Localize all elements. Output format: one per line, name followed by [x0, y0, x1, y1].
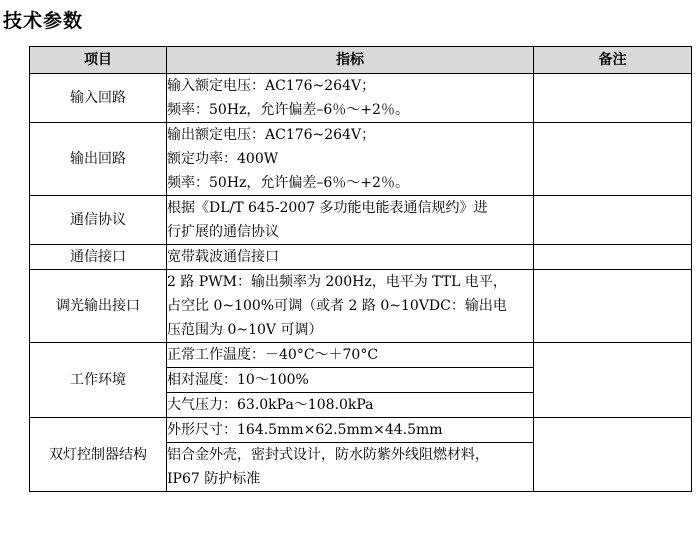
header-row [30, 47, 692, 74]
item-cell: 输入回路 [30, 74, 167, 123]
spec-line: 频率：50Hz，允许偏差–6％～+2％。 [167, 175, 409, 191]
item-cell: 输出回路 [30, 123, 167, 196]
header-spec: 指标 [167, 47, 534, 74]
table-row-dimming [30, 270, 692, 343]
spec-line: IP67 防护标准 [167, 471, 261, 487]
item-cell: 通信协议 [30, 196, 167, 245]
header-note: 备注 [534, 47, 692, 74]
note-cell [534, 74, 692, 123]
spec-cell [167, 74, 534, 123]
note-cell [534, 270, 692, 343]
spec-cell [167, 443, 534, 492]
spec-line: 额定功率：400W [167, 151, 279, 167]
spec-line: 外形尺寸：164.5mm×62.5mm×44.5mm [167, 422, 443, 438]
item-cell: 双灯控制器结构 [30, 418, 167, 492]
spec-line: 正常工作温度：－40°C～＋70°C [167, 347, 379, 363]
table-row-output [30, 123, 692, 196]
table-row-protocol [30, 196, 692, 245]
spec-cell [167, 123, 534, 196]
spec-cell [167, 368, 534, 393]
spec-cell [167, 343, 534, 368]
table-row-env-temperature [30, 343, 692, 368]
spec-line: 铝合金外壳，密封式设计，防水防紫外线阻燃材料， [167, 447, 489, 463]
spec-cell [167, 393, 534, 418]
note-cell [534, 196, 692, 245]
spec-line: 占空比 0~100%可调（或者 2 路 0~10VDC：输出电 [167, 298, 507, 314]
note-cell [534, 123, 692, 196]
spec-cell [167, 270, 534, 343]
table-row-structure-size [30, 418, 692, 443]
spec-line: 2 路 PWM：输出频率为 200Hz，电平为 TTL 电平， [167, 274, 507, 290]
note-cell [534, 245, 692, 270]
spec-line: 宽带载波通信接口 [167, 249, 279, 265]
item-cell: 工作环境 [30, 343, 167, 418]
note-cell [534, 418, 692, 492]
section-title: 技术参数 [3, 10, 84, 32]
spec-line: 输入额定电压：AC176~264V； [167, 78, 376, 94]
spec-line: 频率：50Hz，允许偏差–6％～+2％。 [167, 102, 409, 118]
spec-line: 相对湿度：10～100% [167, 372, 309, 388]
spec-line: 根据《DL/T 645-2007 多功能电能表通信规约》进 [167, 200, 488, 216]
spec-line: 行扩展的通信协议 [167, 224, 279, 240]
table-row-comm [30, 245, 692, 270]
header-item: 项目 [30, 47, 167, 74]
spec-line: 大气压力：63.0kPa～108.0kPa [167, 397, 374, 413]
note-cell [534, 343, 692, 418]
item-cell: 调光输出接口 [30, 270, 167, 343]
spec-table [29, 46, 692, 492]
spec-cell [167, 418, 534, 443]
spec-line: 输出额定电压：AC176~264V； [167, 127, 376, 143]
table-row-input [30, 74, 692, 123]
spec-line: 压范围为 0~10V 可调） [167, 322, 323, 338]
item-cell: 通信接口 [30, 245, 167, 270]
spec-cell [167, 196, 534, 245]
spec-cell [167, 245, 534, 270]
